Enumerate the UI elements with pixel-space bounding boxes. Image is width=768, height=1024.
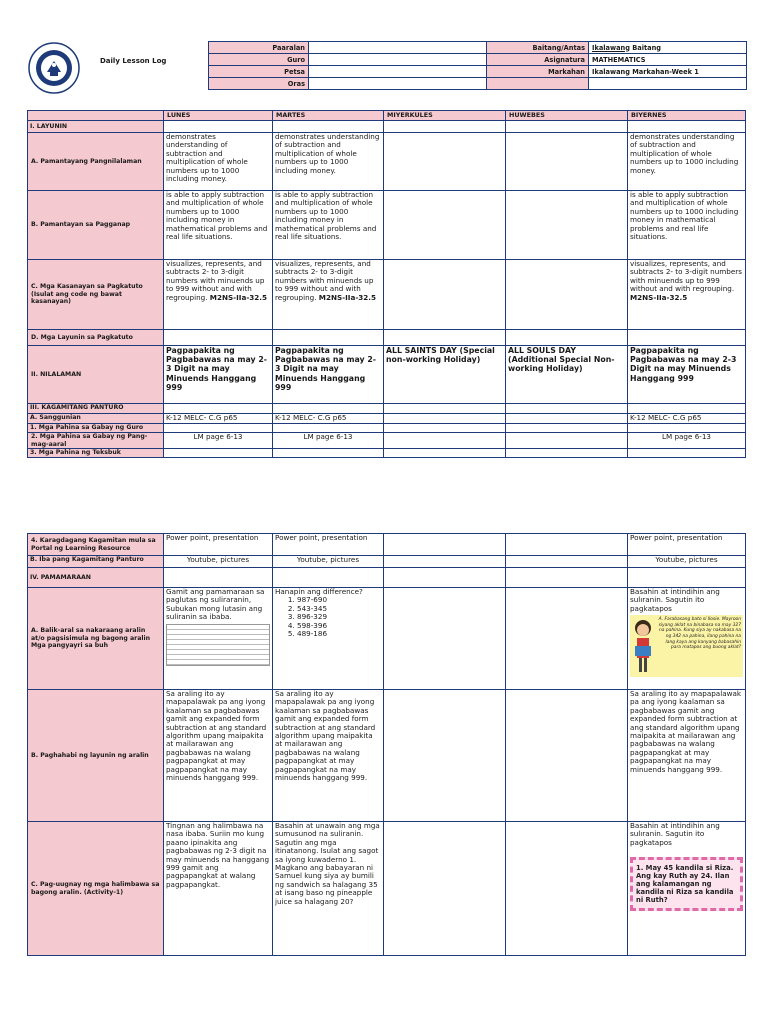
cell-text: K-12 MELC- C.G p65: [628, 414, 746, 424]
corner-cell: [28, 111, 164, 121]
cell-text: demonstrates understanding of subtraction and multiplication of whole numbers up to 1000 including money.: [628, 133, 746, 191]
cell-text: LM page 6-13: [628, 433, 746, 449]
cell-text: is able to apply subtraction and multiplication of whole numbers up to 1000 including money in mathematical problems and real life situations.: [164, 191, 273, 260]
problem-card-image: [630, 615, 743, 677]
cell-text: K-12 MELC- C.G p65: [164, 414, 273, 424]
row-label-pag-uugnay: C. Pag-uugnay ng mga halimbawa sa bagong aralin. (Activity-1): [28, 822, 164, 956]
guro-value: [309, 54, 487, 66]
cell-text: Tingnan ang halimbawa na nasa ibaba. Suriin mo kung paano ipinakita ang pagbabawas ng 2-3 digit na may minuends na hanggang 999 gamit ang pagpapangkat at walang pagpapangkat.: [164, 822, 273, 956]
oras-label: Oras: [209, 78, 309, 90]
candle-problem-card: [630, 857, 743, 911]
cell-text: Power point, presentation: [273, 534, 384, 556]
cell-text: Youtube, pictures: [273, 556, 384, 568]
section-pamamaraan: IV. PAMAMARAAN: [28, 568, 164, 588]
empty-label: [487, 78, 589, 90]
problem-item: 3. 896-329: [297, 613, 381, 621]
cell-text: visualizes, represents, and subtracts 2- to 3-digit numbers with minuends up to 999 without and with regrouping. M2NS-IIa-32.5: [628, 260, 746, 330]
row-label-paghahabi: B. Paghahabi ng layunin ng aralin: [28, 690, 164, 822]
lesson-table-part2: [27, 533, 746, 956]
oras-value: [309, 78, 487, 90]
cell-text: Youtube, pictures: [628, 556, 746, 568]
cell-text: Sa araling ito ay mapapalawak pa ang iyong kaalaman sa pagbabawas gamit ang expanded form subtraction at ang standard algorithm upang maipakita at mailarawan ang pagbabawas na walang pagpapangkat at may pagpapangkat na may minuends hanggang 999.: [628, 690, 746, 822]
cell-text: is able to apply subtraction and multiplication of whole numbers up to 1000 including money in mathematical problems and real life situations.: [273, 191, 384, 260]
cell-text: demonstrates understanding of subtraction and multiplication of whole numbers up to 1000 including money.: [164, 133, 273, 191]
cell-text: LM page 6-13: [273, 433, 384, 449]
row-label-pamantayan-pagganap: B. Pamantayan sa Pagganap: [28, 191, 164, 260]
cell-text: Pagpapakita ng Pagbabawas na may 2-3 Digit na may Minuends Hanggang 999: [628, 346, 746, 404]
row-label-sanggunian: A. Sanggunian: [28, 414, 164, 424]
day-header: BIYERNES: [628, 111, 746, 121]
cell-text: Pagpapakita ng Pagbabawas na may 2-3 Digit na may Minuends Hanggang 999: [164, 346, 273, 404]
row-label-pahina-teksbuk: 3. Mga Pahina ng Teksbuk: [28, 449, 164, 458]
baitang-value: Ikalawang Baitang: [589, 42, 747, 54]
petsa-label: Petsa: [209, 66, 309, 78]
paaralan-value: [309, 42, 487, 54]
cell-text: visualizes, represents, and subtracts 2- to 3-digit numbers with minuends up to 999 without and with regrouping. M2NS-IIa-32.5: [164, 260, 273, 330]
child-reading-illustration: [631, 616, 655, 676]
section-layunin: I. LAYUNIN: [28, 121, 164, 133]
row-label-iba-pang-kagamitan: B. Iba pang Kagamitang Panturo: [28, 556, 164, 568]
holiday-cell: ALL SOULS DAY (Additional Special Non-working Holiday): [506, 346, 628, 404]
row-label-karagdagang-kagamitan: 4. Karagdagang Kagamitan mula sa Portal ng Learning Resource: [28, 534, 164, 556]
cell-balik-aral-mon: Gamit ang pamamaraan sa paglutas ng suliraranin, Subukan mong lutasin ang suliranin sa ibaba.: [164, 588, 273, 690]
markahan-label: Markahan: [487, 66, 589, 78]
problem-item: 4. 598-396: [297, 622, 381, 630]
cell-text: demonstrates understanding of subtraction and multiplication of whole numbers up to 1000 including money.: [273, 133, 384, 191]
candle-problem-text: 1. May 45 kandila si Riza. Ang kay Ruth ay 24. Ilan ang kalamangan ng kandila ni Riza sa kandila ni Ruth?: [636, 864, 734, 905]
document-title: Daily Lesson Log: [100, 57, 167, 65]
row-label-pahina-mag-aaral: 2. Mga Pahina sa Gabay ng Pang-mag-aaral: [28, 433, 164, 449]
empty-value: [589, 78, 747, 90]
holiday-cell: ALL SAINTS DAY (Special non-working Holiday): [384, 346, 506, 404]
problem-item: 1. 987-690: [297, 596, 381, 604]
cell-text: Power point, presentation: [164, 534, 273, 556]
cell-text: Basahin at unawain ang mga sumusunod na suliranin. Sagutin ang mga itinatanong. Isulat ang sagot sa iyong kuwaderno 1. Magkano ang babayaran ni Samuel kung siya ay bumili ng sandwich sa halagang 35 at isang baso ng pineapple juice sa halagang 20?: [273, 822, 384, 956]
cell-balik-aral-fri: Basahin at intindihin ang sulıranin. Sagutin ito pagkatapos A. Farabasang bato si llosie. Mayroon siyang aklat na binabasa na may 327 na pahina. Kung siya ay nakabasa na ng 342 na pahina, ilang pahina na lang kaya ang kanyang babasahin para matapos ang buong aklat?: [628, 588, 746, 690]
cell-text: Sa araling ito ay mapapalawak pa ang iyong kaalaman sa pagbabawas gamit ang expanded form subtraction at ang standard algorithm upang maipakita at mailarawan ang pagbabawas na walang pagpapangkat at may pagpapangkat na may minuends hanggang 999.: [164, 690, 273, 822]
header-info-table: [208, 41, 747, 90]
row-label-kasanayan: C. Mga Kasanayan sa Pagkatuto (Isulat ang code ng bawat kasanayan): [28, 260, 164, 330]
asignatura-label: Asignatura: [487, 54, 589, 66]
problem-card-text: A. Farabasang bato si llosie. Mayroon siyang aklat na binabasa na may 327 na pahina. Kung siya ay nakabasa na ng 342 na pahina, ilang pahina na lang kaya ang kanyang babasahin para matapos ang buong aklat?: [658, 617, 741, 651]
row-label-pahina-guro: 1. Mga Pahina sa Gabay ng Guro: [28, 424, 164, 433]
cell-text: K-12 MELC- C.G p65: [273, 414, 384, 424]
day-header: MIYERKULES: [384, 111, 506, 121]
baitang-label: Baitang/Antas: [487, 42, 589, 54]
cell-balik-aral-tue: Hanapin ang difference? 1. 987-690 2. 543-345 3. 896-329 4. 598-396 5. 489-186: [273, 588, 384, 690]
row-label-balik-aral: A. Balik-aral sa nakaraang aralin at/o pagsisimula ng bagong aralin Mga pangyayri sa buh: [28, 588, 164, 690]
paaralan-label: Paaralan: [209, 42, 309, 54]
guro-label: Guro: [209, 54, 309, 66]
problem-item: 2. 543-345: [297, 605, 381, 613]
day-header: MARTES: [273, 111, 384, 121]
row-label-nilalaman: II. NILALAMAN: [28, 346, 164, 404]
asignatura-value: MATHEMATICS: [589, 54, 747, 66]
day-header: HUWEBES: [506, 111, 628, 121]
day-header: LUNES: [164, 111, 273, 121]
cell-text: is able to apply subtraction and multiplication of whole numbers up to 1000 including money in mathematical problems and real life situations.: [628, 191, 746, 260]
cell-pag-uugnay-fri: Basahin at intindihin ang sulıranin. Sagutin ito pagkatapos 1. May 45 kandila si Riza. Ang kay Ruth ay 24. Ilan ang kalamangan ng kandila ni Riza sa kandila ni Ruth?: [628, 822, 746, 956]
markahan-value: Ikalawang Markahan-Week 1: [589, 66, 747, 78]
row-label-pamantayang-pangnilalaman: A. Pamantayang Pangnilalaman: [28, 133, 164, 191]
section-kagamitan: III. KAGAMITANG PANTURO: [28, 404, 164, 414]
row-label-layunin-pagkatuto: D. Mga Layunin sa Pagkatuto: [28, 330, 164, 346]
cell-text: Power point, presentation: [628, 534, 746, 556]
cell-text: Youtube, pictures: [164, 556, 273, 568]
cell-text: LM page 6-13: [164, 433, 273, 449]
cell-text: Pagpapakita ng Pagbabawas na may 2-3 Digit na may Minuends Hanggang 999: [273, 346, 384, 404]
worksheet-thumbnail: [166, 624, 270, 666]
deped-seal-logo: [28, 42, 80, 94]
lesson-table-part1: [27, 110, 746, 458]
cell-text: Sa araling ito ay mapapalawak pa ang iyong kaalaman sa pagbabawas gamit ang expanded form subtraction at ang standard algorithm upang maipakita at mailarawan ang pagbabawas na walang pagpapangkat at may pagpapangkat na may minuends hanggang 999.: [273, 690, 384, 822]
problem-item: 5. 489-186: [297, 630, 381, 638]
petsa-value: [309, 66, 487, 78]
cell-text: visualizes, represents, and subtracts 2- to 3-digit numbers with minuends up to 999 without and with regrouping. M2NS-IIa-32.5: [273, 260, 384, 330]
